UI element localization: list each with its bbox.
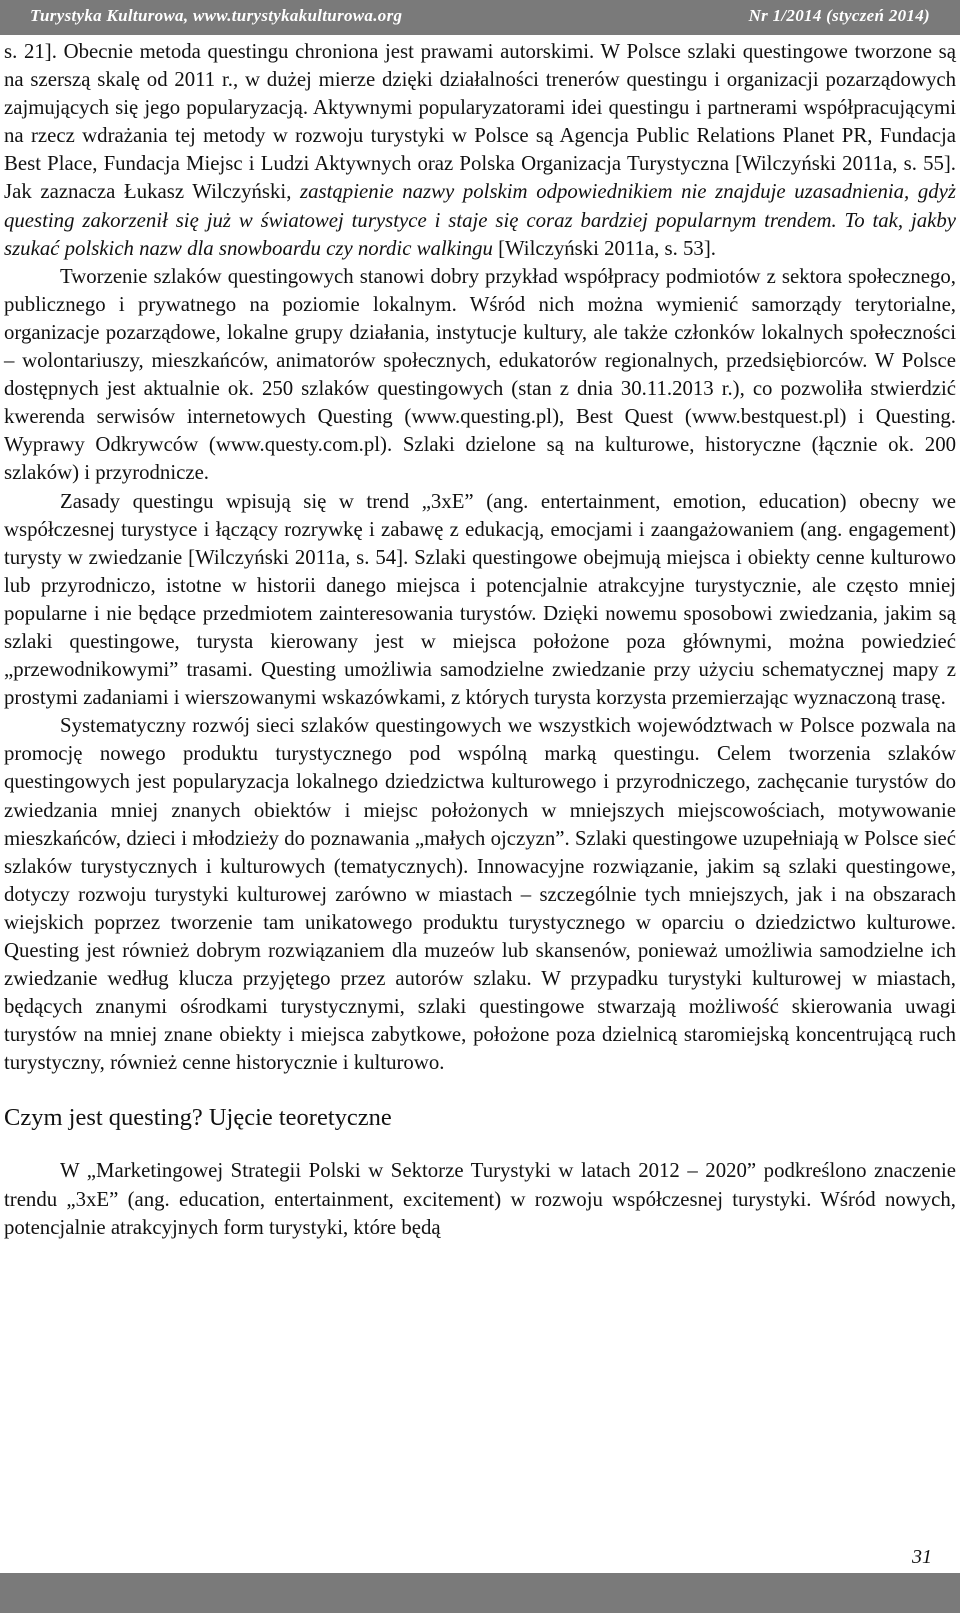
paragraph-3: Zasady questingu wpisują się w trend „3xE” (ang. entertainment, emotion, education) obecny we współczesnej turystyce i łączący rozrywkę i zabawę z edukacją, emocjami i zaangażowaniem (ang. engagement) turysty w zwiedzanie [Wilczyński 2011a, s. 54]. Szlaki questingowe obejmują miejsca i obiekty cenne kulturowo lub przyrodniczo, istotne w historii danego miejsca i potencjalnie atrakcyjne turystycznie, ale często mniej popularne i nie będące przedmiotem zainteresowania turystów. Dzięki nowemu sposobowi zwiedzania, jakim są szlaki questingowe, turysta kierowany jest w miejsca położone poza głównymi, można powiedzieć „przewodnikowymi” trasami. Questing umożliwia samodzielne zwiedzanie przy użyciu schematycznej mapy z prostymi zadaniami i wierszowanymi wskazówkami, z których turysta korzysta przemierzając wyznaczoną trasę. xyxy=(4,489,956,710)
paragraph-5: W „Marketingowej Strategii Polski w Sektorze Turystyki w latach 2012 – 2020” podkreślono znaczenie trendu „3xE” (ang. education, entertainment, excitement) w rozwoju współczesnej turystyki. Wśród nowych, potencjalnie atrakcyjnych form turystyki, które będą xyxy=(4,1159,956,1239)
paragraph-4: Systematyczny rozwój sieci szlaków questingowych we wszystkich województwach w Polsce pozwala na promocję nowego produktu turystycznego pod wspólną marką questingu. Celem tworzenia szlaków questingowych jest popularyzacja lokalnego dziedzictwa kulturowego i przyrodniczego, zachęcanie turystów do zwiedzania mniej znanych obiektów i miejsc położonych w mniejszych miejscowościach, motywowanie mieszkańców, dzieci i młodzieży do poznawania „małych ojczyzn”. Szlaki questingowe uzupełniają w Polsce sieć szlaków turystycznych i kulturowych (tematycznych). Innowacyjne rozwiązanie, jakim są szlaki questingowe, dotyczy rozwoju turystyki kulturowej zarówno w miastach – szczególnie tych mniejszych, jak i na obszarach wiejskich poprzez tworzenie tam unikatowego produktu turystycznego w oparciu o dziedzictwo kulturowe. Questing jest również dobrym rozwiązaniem dla muzeów lub skansenów, ponieważ umożliwia samodzielne ich zwiedzanie według klucza przyjętego przez autorów szlaku. W przypadku turystyki kulturowej w miastach, będących znanymi ośrodkami turystycznymi, szlaki questingowe stwarzają możliwość skierowania uwagi turystów na mniej znane obiekty i miejsca zabytkowe, położone poza dzielnicą staromiejską koncentrującą ruch turystyczny, również cenne historycznie i kulturowo. xyxy=(4,714,956,1075)
citation: [Wilczyński 2011a, s. 53]. xyxy=(492,236,716,260)
journal-title: Turystyka Kulturowa, www.turystykakulturowa.org xyxy=(30,6,403,25)
article-body xyxy=(4,38,956,1242)
footer-bar xyxy=(0,1573,960,1613)
page-number: 31 xyxy=(912,1546,932,1568)
paragraph-1-text: s. 21]. Obecnie metoda questingu chroniona jest prawami autorskimi. W Polsce szlaki questingowe tworzone są na szerszą skalę od 2011 r., w dużej mierze dzięki działalności trenerów questingu i organizacji pozarządowych zajmujących się jego popularyzacją. Aktywnymi popularyzatorami idei questingu i partnerami współpracującymi na rzecz wdrażania tej metody w rozwoju turystyki w Polsce są Agencja Public Relations Planet PR, Fundacja Best Place, Fundacja Miejsc i Ludzi Aktywnych oraz Polska Organizacja Turystyczna [Wilczyński 2011a, s. 55]. Jak zaznacza Łukasz Wilczyński, xyxy=(4,40,956,204)
running-header xyxy=(0,0,960,35)
paragraph-1 xyxy=(4,38,956,263)
paragraph-2: Tworzenie szlaków questingowych stanowi dobry przykład współpracy podmiotów z sektora społecznego, publicznego i prywatnego na poziomie lokalnym. Wśród nich można wymienić samorządy terytorialne, organizacje pozarządowe, lokalne grupy działania, instytucje kultury, ale także członków lokalnych społeczności – wolontariuszy, mieszkańców, animatorów społecznych, edukatorów regionalnych, przedsiębiorców. W Polsce dostępnych jest aktualnie ok. 250 szlaków questingowych (stan z dnia 30.11.2013 r.), co pozwoliła stwierdzić kwerenda serwisów internetowych Questing (www.questing.pl), Best Quest (www.bestquest.pl) i Questing. Wyprawy Odkrywców (www.questy.com.pl). Szlaki dzielone są na kulturowe, historyczne (łącznie ok. 200 szlaków) i przyrodnicze. xyxy=(4,264,956,485)
issue-label: Nr 1/2014 (styczeń 2014) xyxy=(748,6,930,25)
quote-italic: zastąpienie nazwy polskim odpowiednikiem nie znajduje uzasadnienia, gdyż questing zakorzenił się już w światowej turystyce i staje się coraz bardziej popularnym trendem. To tak, jakby szukać polskich nazw dla snowboardu czy nordic walkingu xyxy=(4,180,956,260)
section-heading: Czym jest questing? Ujęcie teoretyczne xyxy=(4,1104,392,1132)
